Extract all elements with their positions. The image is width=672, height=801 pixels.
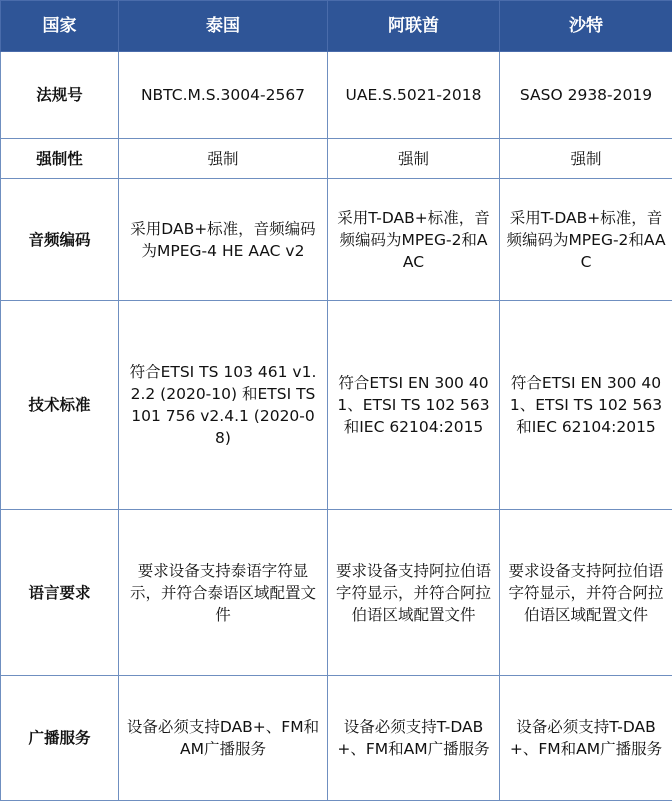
header-thailand: 泰国 [119, 1, 328, 52]
cell-thailand: 强制 [119, 139, 328, 179]
cell-uae: UAE.S.5021-2018 [328, 52, 500, 139]
header-country: 国家 [1, 1, 119, 52]
cell-uae: 符合ETSI EN 300 401、ETSI TS 102 563和IEC 62104:2015 [328, 301, 500, 510]
cell-uae: 强制 [328, 139, 500, 179]
table-row [1, 139, 672, 179]
table-row [1, 52, 672, 139]
header-uae: 阿联酋 [328, 1, 500, 52]
cell-thailand: 符合ETSI TS 103 461 v1.2.2 (2020-10) 和ETSI TS 101 756 v2.4.1 (2020-08) [119, 301, 328, 510]
cell-thailand: 要求设备支持泰语字符显示，并符合泰语区域配置文件 [119, 510, 328, 676]
table-row [1, 510, 672, 676]
row-label-audio-coding: 音频编码 [1, 179, 119, 301]
cell-saudi: 强制 [500, 139, 672, 179]
row-label-regulation-number: 法规号 [1, 52, 119, 139]
table-header-row [1, 1, 672, 52]
table-row [1, 676, 672, 801]
cell-saudi: 符合ETSI EN 300 401、ETSI TS 102 563和IEC 62104:2015 [500, 301, 672, 510]
cell-saudi: 设备必须支持T-DAB+、FM和AM广播服务 [500, 676, 672, 801]
row-label-language-requirement: 语言要求 [1, 510, 119, 676]
header-saudi: 沙特 [500, 1, 672, 52]
cell-saudi: 要求设备支持阿拉伯语字符显示，并符合阿拉伯语区域配置文件 [500, 510, 672, 676]
cell-saudi: 采用T-DAB+标准，音频编码为MPEG-2和AAC [500, 179, 672, 301]
cell-thailand: NBTC.M.S.3004-2567 [119, 52, 328, 139]
cell-uae: 要求设备支持阿拉伯语字符显示，并符合阿拉伯语区域配置文件 [328, 510, 500, 676]
cell-thailand: 设备必须支持DAB+、FM和AM广播服务 [119, 676, 328, 801]
row-label-mandatory: 强制性 [1, 139, 119, 179]
cell-thailand: 采用DAB+标准，音频编码为MPEG-4 HE AAC v2 [119, 179, 328, 301]
row-label-broadcast-services: 广播服务 [1, 676, 119, 801]
table-row [1, 179, 672, 301]
table-row [1, 301, 672, 510]
cell-uae: 采用T-DAB+标准，音频编码为MPEG-2和AAC [328, 179, 500, 301]
cell-saudi: SASO 2938-2019 [500, 52, 672, 139]
cell-uae: 设备必须支持T-DAB+、FM和AM广播服务 [328, 676, 500, 801]
row-label-technical-standard: 技术标准 [1, 301, 119, 510]
